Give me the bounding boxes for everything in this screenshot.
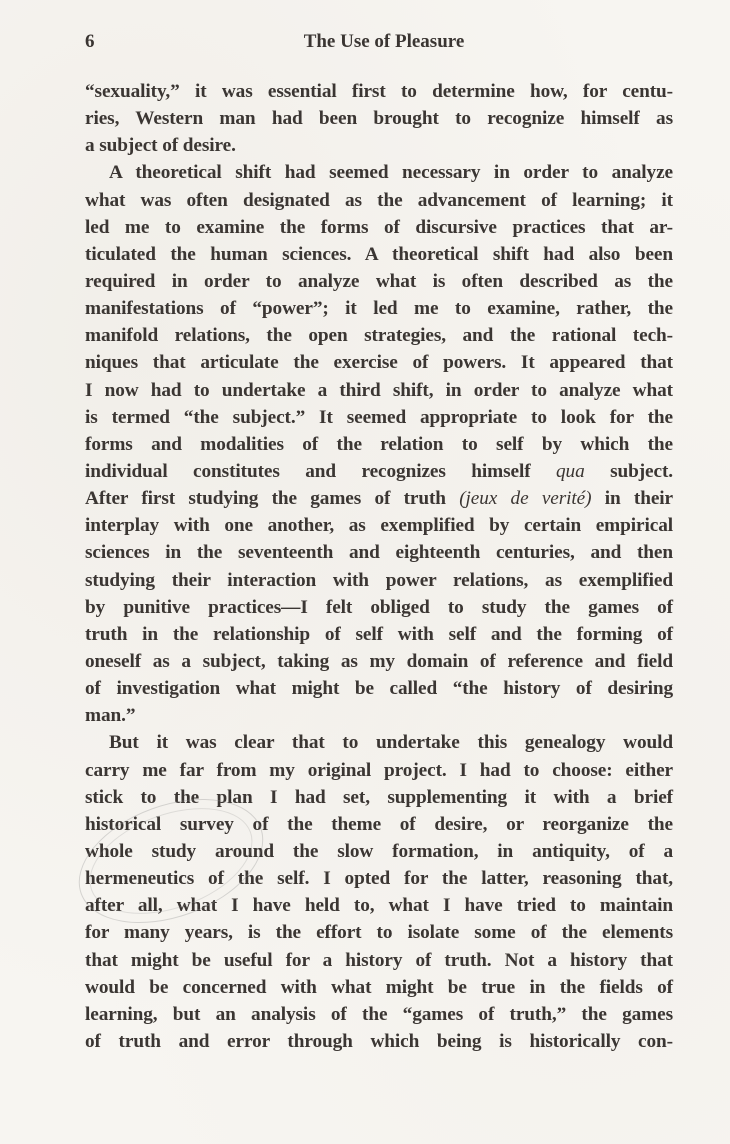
text-segment: individual constitutes and recognizes himself [85, 460, 556, 482]
text-line: is termed “the subject.” It seemed appropriate to look for the [85, 406, 673, 428]
text-segment: After first studying the games of truth [85, 488, 460, 510]
text-line: oneself as a subject, taking as my domain of reference and field [85, 650, 673, 672]
text-line: what was often designated as the advancement of learning; it [85, 189, 673, 211]
text-line: But it was clear that to undertake this genealogy would [109, 732, 673, 754]
text-line: I now had to undertake a third shift, in order to analyze what [85, 379, 673, 401]
italic-phrase: (jeux de verité) [459, 488, 592, 510]
text-line: niques that articulate the exercise of powers. It appeared that [85, 352, 673, 374]
book-title: The Use of Pleasure [303, 31, 465, 52]
text-line: after all, what I have held to, what I have tried to maintain [85, 895, 673, 917]
text-line: A theoretical shift had seemed necessary in order to analyze [109, 162, 673, 184]
text-line: man.” [85, 705, 136, 727]
text-line: that might be useful for a history of truth. Not a history that [85, 949, 673, 971]
text-line: “sexuality,” it was essential first to determine how, for centu- [85, 81, 673, 102]
text-line: forms and modalities of the relation to self by which the [85, 433, 673, 455]
text-line: for many years, is the effort to isolate some of the elements [85, 922, 673, 944]
text-line: a subject of desire. [85, 135, 236, 157]
text-line: stick to the plan I had set, supplementing it with a brief [85, 786, 673, 808]
page-number: 6 [85, 31, 95, 52]
text-line: by punitive practices—I felt obliged to study the games of [85, 596, 673, 618]
text-line: would be concerned with what might be true in the fields of [85, 976, 673, 998]
body-text [85, 78, 673, 1055]
text-line: interplay with one another, as exemplified by certain empirical [85, 515, 673, 537]
text-line: ticulated the human sciences. A theoretical shift had also been [85, 243, 673, 265]
running-head [85, 31, 673, 61]
text-segment: subject. [584, 460, 673, 482]
text-line: truth in the relationship of self with self and the forming of [85, 623, 673, 645]
text-line: manifestations of “power”; it led me to examine, rather, the [85, 298, 673, 320]
text-line: carry me far from my original project. I had to choose: either [85, 759, 673, 781]
text-line: whole study around the slow formation, in antiquity, of a [85, 840, 673, 862]
text-line: historical survey of the theme of desire, or reorganize the [85, 813, 673, 835]
italic-phrase: qua [555, 460, 585, 482]
text-line: of truth and error through which being is historically con- [85, 1030, 673, 1052]
text-line [85, 485, 673, 512]
text-line: led me to examine the forms of discursive practices that ar- [85, 216, 673, 238]
text-line: studying their interaction with power relations, as exemplified [85, 569, 673, 591]
text-line: sciences in the seventeenth and eighteenth centuries, and then [85, 542, 673, 564]
text-line: learning, but an analysis of the “games of truth,” the games [85, 1003, 673, 1025]
text-line: of investigation what might be called “the history of desiring [85, 678, 673, 700]
text-line: hermeneutics of the self. I opted for the latter, reasoning that, [85, 868, 673, 890]
text-line: manifold relations, the open strategies, and the rational tech- [85, 325, 673, 347]
text-line [85, 458, 673, 485]
text-segment: in their [591, 488, 673, 510]
text-line: ries, Western man had been brought to recognize himself as [85, 108, 673, 130]
text-line: required in order to analyze what is often described as the [85, 270, 673, 292]
